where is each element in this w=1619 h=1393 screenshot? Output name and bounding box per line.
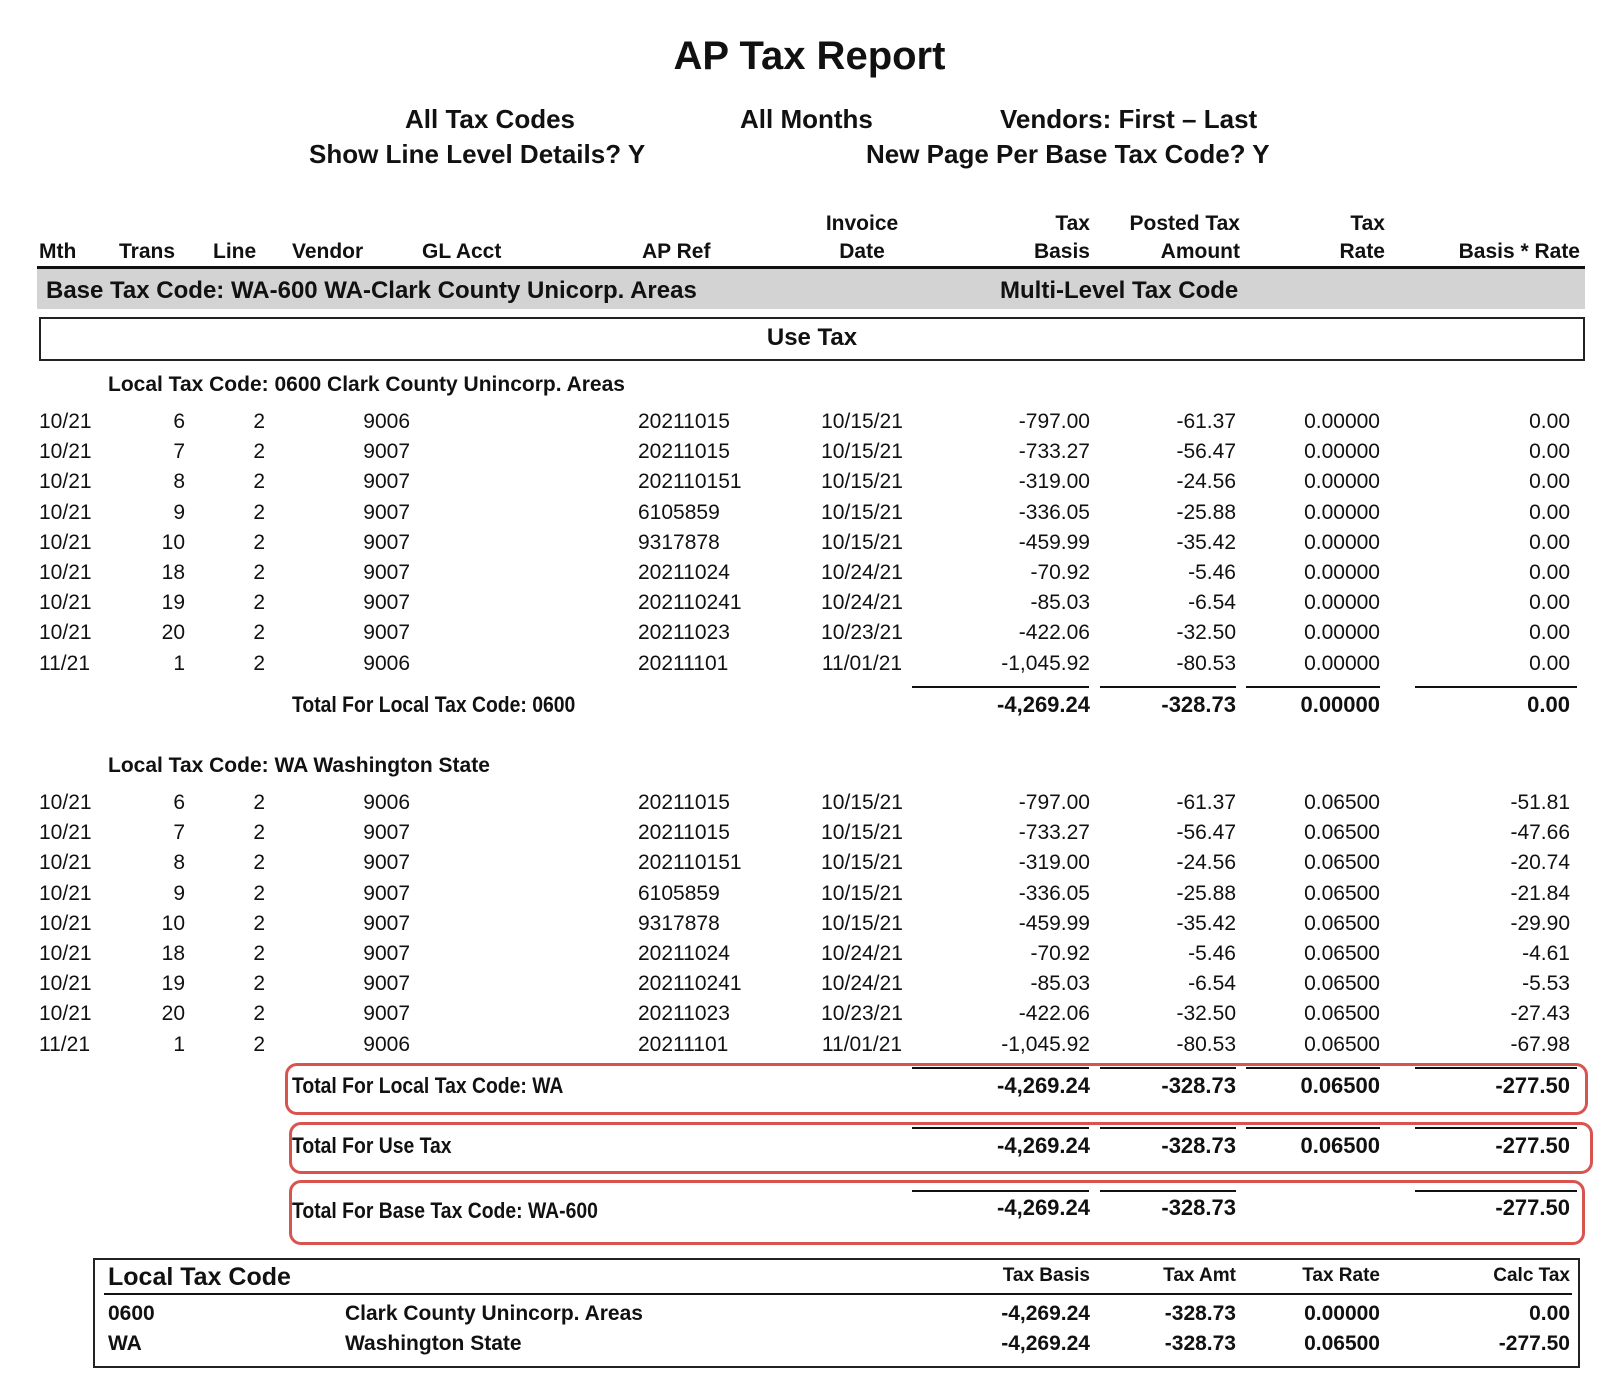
cell-mth: 10/21 bbox=[39, 911, 92, 935]
cell-tax-rate: 0.06500 bbox=[1304, 791, 1380, 814]
cell-posted-tax: -5.46 bbox=[1188, 561, 1236, 584]
cell-tax-rate: 0.06500 bbox=[1304, 851, 1380, 875]
cell-ap-ref: 20211101 bbox=[638, 651, 729, 675]
cell-tax-rate: 0.00000 bbox=[1304, 440, 1380, 464]
summary-cell-calc: 0.00 bbox=[1529, 1302, 1570, 1325]
cell-tax-basis: -733.27 bbox=[1018, 821, 1090, 845]
cell-posted-tax: -80.53 bbox=[1176, 651, 1236, 675]
highlight-box-wa-total bbox=[285, 1063, 1588, 1115]
cell-line: 2 bbox=[253, 621, 265, 645]
table-row bbox=[0, 942, 1619, 972]
cell-tax-rate: 0.00000 bbox=[1304, 561, 1380, 584]
cell-mth: 10/21 bbox=[39, 791, 92, 814]
table-row bbox=[0, 652, 1619, 682]
cell-tax-basis: -70.92 bbox=[1030, 942, 1090, 965]
col-vendor: Vendor bbox=[292, 240, 364, 263]
col-gl-acct: GL Acct bbox=[422, 240, 502, 263]
cell-posted-tax: -6.54 bbox=[1188, 591, 1236, 615]
cell-ap-ref: 20211015 bbox=[638, 440, 730, 464]
base-tax-code-label: Base Tax Code: WA-600 WA-Clark County Unicorp. Areas bbox=[46, 277, 697, 304]
summary-header-amt: Tax Amt bbox=[1163, 1265, 1236, 1286]
cell-line: 2 bbox=[253, 470, 265, 494]
table-row bbox=[0, 882, 1619, 912]
total-posted: -328.73 bbox=[1161, 1133, 1236, 1158]
total-posted: -328.73 bbox=[1161, 692, 1236, 717]
cell-vendor: 9007 bbox=[363, 942, 410, 965]
cell-ap-ref: 20211015 bbox=[638, 410, 730, 433]
cell-tax-basis: -1,045.92 bbox=[1001, 1032, 1090, 1056]
cell-ap-ref: 202110241 bbox=[638, 591, 742, 615]
col-amount: Amount bbox=[1160, 240, 1240, 263]
cell-tax-basis: -336.05 bbox=[1018, 500, 1090, 524]
cell-basis-rate: 0.00 bbox=[1529, 470, 1570, 494]
cell-vendor: 9007 bbox=[363, 621, 410, 645]
summary-cell-amt: -328.73 bbox=[1164, 1332, 1236, 1355]
total-rule bbox=[1246, 686, 1380, 688]
cell-vendor: 9007 bbox=[363, 561, 410, 584]
cell-basis-rate: 0.00 bbox=[1529, 621, 1570, 645]
cell-basis-rate: 0.00 bbox=[1529, 561, 1570, 584]
cell-line: 2 bbox=[253, 530, 265, 554]
cell-trans: 18 bbox=[161, 561, 185, 584]
cell-vendor: 9007 bbox=[363, 881, 410, 905]
table-row bbox=[0, 1002, 1619, 1032]
col-line: Line bbox=[213, 240, 257, 263]
cell-tax-rate: 0.00000 bbox=[1304, 651, 1380, 675]
summary-header-calc: Calc Tax bbox=[1493, 1265, 1570, 1286]
table-row bbox=[0, 851, 1619, 881]
summary-cell-code: 0600 bbox=[108, 1302, 155, 1325]
cell-posted-tax: -24.56 bbox=[1176, 851, 1236, 875]
summary-cell-desc: Clark County Unincorp. Areas bbox=[345, 1302, 643, 1325]
col-posted-tax: Posted Tax bbox=[1129, 212, 1240, 235]
cell-tax-basis: -85.03 bbox=[1030, 972, 1090, 996]
cell-vendor: 9007 bbox=[363, 440, 410, 464]
cell-ap-ref: 202110151 bbox=[638, 470, 742, 494]
col-tax: Tax bbox=[1055, 212, 1090, 235]
total-rate: 0.06500 bbox=[1300, 1073, 1380, 1098]
cell-vendor: 9006 bbox=[363, 1032, 410, 1056]
total-calc: -277.50 bbox=[1495, 1073, 1570, 1098]
cell-line: 2 bbox=[253, 500, 265, 524]
cell-date: 11/01/21 bbox=[821, 1032, 903, 1056]
cell-basis-rate: -67.98 bbox=[1510, 1032, 1570, 1056]
total-basis: -4,269.24 bbox=[997, 1195, 1090, 1220]
total-0600-label: Total For Local Tax Code: 0600 bbox=[292, 692, 576, 717]
summary-cell-code: WA bbox=[108, 1332, 142, 1355]
table-row bbox=[0, 591, 1619, 621]
cell-basis-rate: -47.66 bbox=[1510, 821, 1570, 845]
cell-line: 2 bbox=[253, 561, 265, 584]
cell-tax-basis: -733.27 bbox=[1018, 440, 1090, 464]
cell-vendor: 9006 bbox=[363, 651, 410, 675]
table-row bbox=[0, 791, 1619, 821]
cell-line: 2 bbox=[253, 911, 265, 935]
total-base-label: Total For Base Tax Code: WA-600 bbox=[292, 1198, 598, 1223]
cell-tax-rate: 0.06500 bbox=[1304, 821, 1380, 845]
highlight-box-use-tax-total bbox=[289, 1122, 1593, 1174]
cell-ap-ref: 20211023 bbox=[638, 621, 730, 645]
cell-tax-basis: -319.00 bbox=[1018, 851, 1090, 875]
cell-vendor: 9007 bbox=[363, 911, 410, 935]
cell-basis-rate: -4.61 bbox=[1522, 942, 1570, 965]
cell-vendor: 9006 bbox=[363, 791, 410, 814]
criteria-line-details: Show Line Level Details? Y bbox=[309, 139, 646, 169]
cell-date: 10/24/21 bbox=[821, 591, 903, 615]
table-row bbox=[0, 501, 1619, 531]
cell-ap-ref: 9317878 bbox=[638, 911, 720, 935]
cell-date: 10/24/21 bbox=[821, 561, 903, 584]
cell-tax-basis: -85.03 bbox=[1030, 591, 1090, 615]
total-calc: -277.50 bbox=[1495, 1133, 1570, 1158]
cell-date: 10/23/21 bbox=[821, 1002, 903, 1026]
cell-line: 2 bbox=[253, 881, 265, 905]
cell-date: 10/15/21 bbox=[821, 851, 903, 875]
criteria-vendors: Vendors: First – Last bbox=[1000, 104, 1258, 134]
cell-trans: 9 bbox=[173, 500, 185, 524]
summary-cell-rate: 0.00000 bbox=[1304, 1302, 1380, 1325]
cell-trans: 7 bbox=[173, 440, 185, 464]
cell-line: 2 bbox=[253, 651, 265, 675]
cell-line: 2 bbox=[253, 410, 265, 433]
cell-trans: 6 bbox=[173, 410, 185, 433]
col-ap-ref: AP Ref bbox=[642, 240, 711, 263]
cell-mth: 10/21 bbox=[39, 851, 92, 875]
col-basis-rate: Basis * Rate bbox=[1458, 240, 1580, 263]
table-row bbox=[0, 561, 1619, 591]
cell-line: 2 bbox=[253, 851, 265, 875]
cell-mth: 10/21 bbox=[39, 440, 92, 464]
total-rule bbox=[1415, 686, 1577, 688]
cell-basis-rate: 0.00 bbox=[1529, 591, 1570, 615]
cell-basis-rate: -27.43 bbox=[1510, 1002, 1570, 1026]
cell-date: 10/15/21 bbox=[821, 440, 903, 464]
cell-date: 11/01/21 bbox=[821, 651, 903, 675]
cell-mth: 10/21 bbox=[39, 621, 92, 645]
cell-line: 2 bbox=[253, 440, 265, 464]
cell-line: 2 bbox=[253, 591, 265, 615]
cell-mth: 10/21 bbox=[39, 500, 92, 524]
section-header-0600: Local Tax Code: 0600 Clark County Unincorp. Areas bbox=[108, 373, 625, 396]
cell-mth: 11/21 bbox=[39, 1032, 90, 1056]
cell-ap-ref: 202110241 bbox=[638, 972, 742, 996]
cell-ap-ref: 6105859 bbox=[638, 500, 720, 524]
cell-posted-tax: -35.42 bbox=[1176, 911, 1236, 935]
use-tax-label: Use Tax bbox=[766, 324, 858, 351]
cell-mth: 10/21 bbox=[39, 1002, 92, 1026]
cell-trans: 1 bbox=[173, 1032, 185, 1056]
col-trans: Trans bbox=[119, 240, 176, 263]
cell-trans: 20 bbox=[161, 621, 185, 645]
summary-header-rate: Tax Rate bbox=[1302, 1265, 1380, 1286]
cell-basis-rate: -29.90 bbox=[1510, 911, 1570, 935]
total-rule bbox=[1100, 686, 1236, 688]
summary-title: Local Tax Code bbox=[108, 1263, 291, 1291]
summary-cell-desc: Washington State bbox=[345, 1332, 522, 1355]
cell-line: 2 bbox=[253, 1032, 265, 1056]
cell-mth: 10/21 bbox=[39, 561, 92, 584]
cell-vendor: 9007 bbox=[363, 972, 410, 996]
cell-posted-tax: -35.42 bbox=[1176, 530, 1236, 554]
cell-trans: 8 bbox=[173, 470, 185, 494]
cell-basis-rate: -20.74 bbox=[1510, 851, 1570, 875]
cell-tax-rate: 0.06500 bbox=[1304, 972, 1380, 996]
total-wa-label: Total For Local Tax Code: WA bbox=[292, 1073, 564, 1098]
cell-ap-ref: 20211023 bbox=[638, 1002, 730, 1026]
cell-tax-basis: -336.05 bbox=[1018, 881, 1090, 905]
cell-date: 10/15/21 bbox=[821, 821, 903, 845]
cell-basis-rate: -51.81 bbox=[1510, 791, 1570, 814]
cell-vendor: 9007 bbox=[363, 530, 410, 554]
summary-header-basis: Tax Basis bbox=[1002, 1265, 1090, 1286]
cell-ap-ref: 20211024 bbox=[638, 942, 730, 965]
cell-tax-basis: -797.00 bbox=[1018, 410, 1090, 433]
total-basis: -4,269.24 bbox=[997, 1073, 1090, 1098]
cell-posted-tax: -61.37 bbox=[1176, 410, 1236, 433]
cell-date: 10/23/21 bbox=[821, 621, 903, 645]
cell-posted-tax: -6.54 bbox=[1188, 972, 1236, 996]
cell-vendor: 9007 bbox=[363, 1002, 410, 1026]
cell-trans: 1 bbox=[173, 651, 185, 675]
cell-line: 2 bbox=[253, 972, 265, 996]
cell-tax-basis: -422.06 bbox=[1018, 1002, 1090, 1026]
cell-posted-tax: -25.88 bbox=[1176, 500, 1236, 524]
cell-vendor: 9007 bbox=[363, 851, 410, 875]
cell-tax-basis: -319.00 bbox=[1018, 470, 1090, 494]
cell-date: 10/24/21 bbox=[821, 942, 903, 965]
cell-mth: 10/21 bbox=[39, 470, 92, 494]
cell-trans: 18 bbox=[161, 942, 185, 965]
total-use-tax-label: Total For Use Tax bbox=[292, 1133, 452, 1158]
col-mth: Mth bbox=[39, 240, 77, 263]
cell-posted-tax: -32.50 bbox=[1176, 1002, 1236, 1026]
cell-ap-ref: 20211015 bbox=[638, 821, 730, 845]
cell-vendor: 9007 bbox=[363, 500, 410, 524]
section-header-wa: Local Tax Code: WA Washington State bbox=[108, 754, 490, 777]
cell-posted-tax: -32.50 bbox=[1176, 621, 1236, 645]
total-rule bbox=[912, 686, 1089, 688]
report-title: AP Tax Report bbox=[673, 34, 946, 78]
cell-tax-basis: -459.99 bbox=[1018, 530, 1090, 554]
col-rate: Rate bbox=[1339, 240, 1385, 263]
cell-mth: 10/21 bbox=[39, 591, 92, 615]
cell-ap-ref: 20211024 bbox=[638, 561, 730, 584]
cell-vendor: 9006 bbox=[363, 410, 410, 433]
cell-trans: 19 bbox=[161, 591, 185, 615]
cell-line: 2 bbox=[253, 1002, 265, 1026]
cell-tax-rate: 0.00000 bbox=[1304, 591, 1380, 615]
summary-cell-basis: -4,269.24 bbox=[1001, 1302, 1090, 1325]
cell-posted-tax: -80.53 bbox=[1176, 1032, 1236, 1056]
criteria-new-page: New Page Per Base Tax Code? Y bbox=[866, 139, 1270, 169]
cell-mth: 10/21 bbox=[39, 942, 92, 965]
cell-tax-rate: 0.06500 bbox=[1304, 1002, 1380, 1026]
cell-vendor: 9007 bbox=[363, 821, 410, 845]
cell-basis-rate: 0.00 bbox=[1529, 410, 1570, 433]
cell-date: 10/15/21 bbox=[821, 530, 903, 554]
cell-posted-tax: -61.37 bbox=[1176, 791, 1236, 814]
cell-tax-rate: 0.06500 bbox=[1304, 881, 1380, 905]
summary-cell-basis: -4,269.24 bbox=[1001, 1332, 1090, 1355]
cell-basis-rate: 0.00 bbox=[1529, 651, 1570, 675]
cell-tax-basis: -459.99 bbox=[1018, 911, 1090, 935]
col-date: Date bbox=[839, 240, 885, 263]
table-row bbox=[0, 912, 1619, 942]
cell-line: 2 bbox=[253, 821, 265, 845]
cell-posted-tax: -5.46 bbox=[1188, 942, 1236, 965]
col-tax-rate-top: Tax bbox=[1350, 212, 1385, 235]
cell-tax-rate: 0.06500 bbox=[1304, 942, 1380, 965]
table-row bbox=[0, 410, 1619, 440]
cell-ap-ref: 6105859 bbox=[638, 881, 720, 905]
cell-ap-ref: 202110151 bbox=[638, 851, 742, 875]
table-row bbox=[0, 621, 1619, 651]
col-basis: Basis bbox=[1033, 240, 1090, 263]
cell-line: 2 bbox=[253, 791, 265, 814]
cell-posted-tax: -56.47 bbox=[1176, 821, 1236, 845]
table-row bbox=[0, 531, 1619, 561]
cell-mth: 10/21 bbox=[39, 530, 92, 554]
cell-date: 10/15/21 bbox=[821, 911, 903, 935]
total-calc: -277.50 bbox=[1495, 1195, 1570, 1220]
cell-date: 10/24/21 bbox=[821, 972, 903, 996]
cell-basis-rate: -5.53 bbox=[1522, 972, 1570, 996]
cell-trans: 8 bbox=[173, 851, 185, 875]
summary-rule bbox=[104, 1293, 1572, 1295]
cell-date: 10/15/21 bbox=[821, 881, 903, 905]
cell-mth: 10/21 bbox=[39, 410, 92, 433]
cell-ap-ref: 20211015 bbox=[638, 791, 730, 814]
cell-basis-rate: 0.00 bbox=[1529, 440, 1570, 464]
cell-tax-basis: -1,045.92 bbox=[1001, 651, 1090, 675]
cell-vendor: 9007 bbox=[363, 470, 410, 494]
table-row bbox=[0, 821, 1619, 851]
table-row bbox=[0, 1033, 1619, 1063]
cell-date: 10/15/21 bbox=[821, 410, 903, 433]
total-basis: -4,269.24 bbox=[997, 1133, 1090, 1158]
cell-date: 10/15/21 bbox=[821, 791, 903, 814]
summary-cell-calc: -277.50 bbox=[1498, 1332, 1570, 1355]
highlight-box-base-total bbox=[289, 1180, 1585, 1245]
total-calc: 0.00 bbox=[1527, 692, 1570, 717]
total-posted: -328.73 bbox=[1161, 1073, 1236, 1098]
cell-basis-rate: 0.00 bbox=[1529, 500, 1570, 524]
col-invoice: Invoice bbox=[825, 212, 899, 235]
cell-basis-rate: 0.00 bbox=[1529, 530, 1570, 554]
cell-posted-tax: -56.47 bbox=[1176, 440, 1236, 464]
total-posted: -328.73 bbox=[1161, 1195, 1236, 1220]
summary-row bbox=[0, 1302, 1619, 1332]
cell-tax-rate: 0.06500 bbox=[1304, 911, 1380, 935]
criteria-tax-codes: All Tax Codes bbox=[405, 104, 576, 134]
cell-tax-rate: 0.06500 bbox=[1304, 1032, 1380, 1056]
summary-cell-amt: -328.73 bbox=[1164, 1302, 1236, 1325]
summary-cell-rate: 0.06500 bbox=[1304, 1332, 1380, 1355]
cell-trans: 7 bbox=[173, 821, 185, 845]
summary-row bbox=[0, 1332, 1619, 1362]
cell-trans: 19 bbox=[161, 972, 185, 996]
cell-mth: 10/21 bbox=[39, 821, 92, 845]
cell-trans: 10 bbox=[161, 530, 185, 554]
cell-posted-tax: -25.88 bbox=[1176, 881, 1236, 905]
table-row bbox=[0, 440, 1619, 470]
cell-mth: 10/21 bbox=[39, 881, 92, 905]
cell-mth: 10/21 bbox=[39, 972, 92, 996]
table-row bbox=[0, 470, 1619, 500]
cell-trans: 9 bbox=[173, 881, 185, 905]
cell-date: 10/15/21 bbox=[821, 470, 903, 494]
cell-tax-basis: -797.00 bbox=[1018, 791, 1090, 814]
cell-ap-ref: 20211101 bbox=[638, 1032, 729, 1056]
cell-trans: 20 bbox=[161, 1002, 185, 1026]
cell-vendor: 9007 bbox=[363, 591, 410, 615]
cell-basis-rate: -21.84 bbox=[1510, 881, 1570, 905]
cell-trans: 6 bbox=[173, 791, 185, 814]
cell-tax-basis: -422.06 bbox=[1018, 621, 1090, 645]
total-0600-values bbox=[0, 692, 1619, 722]
cell-tax-rate: 0.00000 bbox=[1304, 621, 1380, 645]
cell-line: 2 bbox=[253, 942, 265, 965]
base-tax-code-type: Multi-Level Tax Code bbox=[1000, 277, 1239, 304]
cell-date: 10/15/21 bbox=[821, 500, 903, 524]
table-row bbox=[0, 972, 1619, 1002]
total-basis: -4,269.24 bbox=[997, 692, 1090, 717]
cell-tax-rate: 0.00000 bbox=[1304, 500, 1380, 524]
cell-mth: 11/21 bbox=[39, 651, 90, 675]
total-rate: 0.06500 bbox=[1300, 1133, 1380, 1158]
cell-ap-ref: 9317878 bbox=[638, 530, 720, 554]
cell-posted-tax: -24.56 bbox=[1176, 470, 1236, 494]
cell-tax-rate: 0.00000 bbox=[1304, 470, 1380, 494]
cell-tax-rate: 0.00000 bbox=[1304, 410, 1380, 433]
total-rate: 0.00000 bbox=[1300, 692, 1380, 717]
cell-tax-rate: 0.00000 bbox=[1304, 530, 1380, 554]
cell-tax-basis: -70.92 bbox=[1030, 561, 1090, 584]
cell-trans: 10 bbox=[161, 911, 185, 935]
criteria-months: All Months bbox=[740, 104, 873, 134]
